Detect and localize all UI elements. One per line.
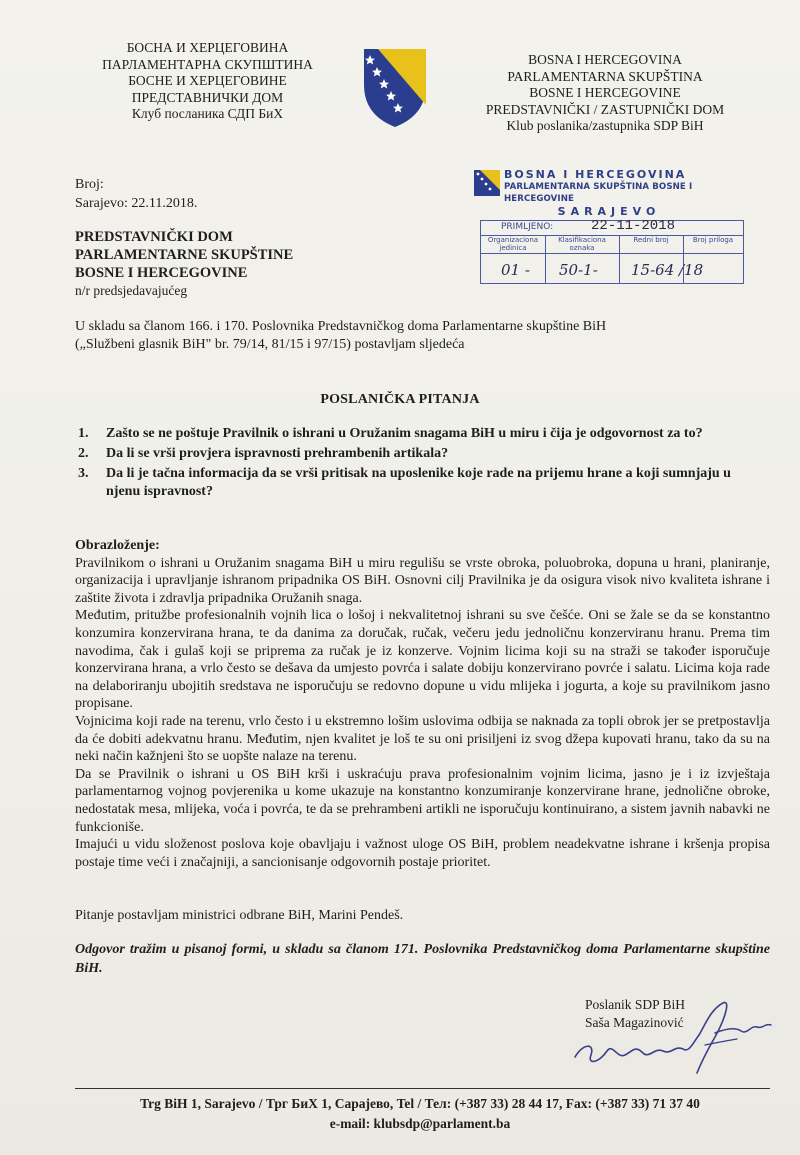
- document-meta: [75, 175, 197, 213]
- header-left-line: ПАРЛАМЕНТАРНА СКУПШТИНА: [102, 56, 313, 72]
- signature-name: Saša Magazinović: [585, 1015, 684, 1030]
- flag-icon: [474, 170, 500, 196]
- question-text: Da li se vrši provjera ispravnosti prehrambenih artikala?: [106, 446, 449, 461]
- list-item: [78, 425, 763, 443]
- stamp-line-2: PARLAMENTARNA SKUPŠTINA BOSNE I HERCEGOVINE: [504, 182, 693, 204]
- closing-line: Pitanje postavljam ministrici odbrane BiH, Marini Pendeš.: [75, 908, 404, 923]
- header-left-line: БОСНА И ХЕРЦЕГОВИНА: [126, 40, 289, 55]
- header-right-line: BOSNA I HERCEGOVINA: [528, 52, 682, 67]
- footer: [60, 1094, 780, 1134]
- addressee-line: PARLAMENTARNE SKUPŠTINE: [75, 247, 294, 263]
- stamp-line-3: SARAJEVO: [557, 205, 661, 218]
- question-number: 2.: [78, 446, 89, 461]
- stamp-col-header: Redni broj: [633, 236, 669, 244]
- header-cyrillic: [75, 40, 340, 123]
- stamp-value: 50-1-: [559, 261, 598, 279]
- header-left-line: БОСНЕ И ХЕРЦЕГОВИНЕ: [128, 73, 287, 88]
- footer-address: Trg BiH 1, Sarajevo / Трг БиХ 1, Сарајево, Tel / Тел: (+387 33) 28 44 17, Fax: (+387 33) 71 37 40: [140, 1096, 700, 1111]
- signature-block: [585, 996, 685, 1032]
- header-right-line: BOSNE I HERCEGOVINE: [529, 85, 681, 100]
- addressee-line: PREDSTAVNIČKI DOM: [75, 229, 233, 245]
- stamp-col-header: Organizaciona jedinica: [487, 236, 539, 252]
- explanation-paragraph: Imajući u vidu složenost poslova koje obavljaju i važnost uloge OS BiH, problem neadekvatne ishrane i kršenja propisa postaje time veći i značajniji, a sancionisanje odgovornih postaje prioritet.: [75, 837, 770, 870]
- stamp-value: 01 -: [501, 261, 530, 279]
- section-title: POSLANIČKA PITANJA: [320, 392, 480, 407]
- explanation-block: [75, 537, 770, 871]
- footer-email: e-mail: klubsdp@parlament.ba: [329, 1116, 511, 1131]
- date-line: Sarajevo: 22.11.2018.: [75, 196, 198, 211]
- stamp-table: [480, 220, 744, 284]
- question-text: Zašto se ne poštuje Pravilnik o ishrani u Oružanim snagama BiH u miru i čija je odgovornost za to?: [106, 426, 703, 441]
- coat-of-arms-icon: [360, 45, 430, 130]
- stamp-col-header: Broj priloga: [692, 236, 734, 244]
- addressee-line: BOSNE I HERCEGOVINE: [75, 265, 248, 281]
- stamp-received-label: PRIMLJENO:: [501, 222, 554, 232]
- intro-paragraph: [75, 318, 765, 354]
- question-number: 1.: [78, 426, 89, 441]
- header-left-line: Клуб посланика СДП БиХ: [131, 106, 284, 121]
- header-right-line: Klub poslanika/zastupnika SDP BiH: [506, 118, 704, 133]
- explanation-paragraph: Vojnicima koji rade na terenu, vrlo često i u ekstremno lošim uslovima odbija se naknada za topli obrok jer se pretpostavlja da će dobiti adekvatnu hranu. Međutim, njen kvalitet je loš te su oni prisiljeni iz svog džepa kupovati hranu, tako da su na neki način kažnjeni što se uopšte nalaze na terenu.: [75, 713, 770, 765]
- registry-stamp: [474, 168, 742, 286]
- explanation-paragraph: Međutim, pritužbe profesionalnih vojnih lica o lošoj i nekvalitetnoj ishrani su sve češće. Oni se žale se da se konstantno konzumira konzervirana hrana, te da danima za doručak, ručak, večeru jedu jednoličnu konzerviranu hranu. Prema tim navodima, čak i gulaš koji se priprema za ručak je iz konzerve. Vojnim licima koji su na straži se također isporučuje konzervirana hrana, a vrlo često se dešava da umjesto povrća i salate dobiju konzervirano povrće i salatu. Licima koja rade na delaboriranju ubojitih sredstava ne isporučuju se redovno dopune u vidu mlijeka i jogurta, a koje su pravilnikom jasno propisane.: [75, 608, 770, 712]
- addressee-attention: n/r predsjedavajućeg: [75, 283, 188, 298]
- header-latin: [455, 52, 755, 135]
- stamp-received-date: 22-11-2018: [591, 218, 676, 234]
- question-text: Da li je tačna informacija da se vrši pritisak na uposlenike koje rade na prijemu hrane a koji sumnjaju u njenu ispravnost?: [106, 466, 731, 499]
- reply-request: Odgovor tražim u pisanoj formi, u skladu sa članom 171. Poslovnika Predstavničkog doma Parlamentarne skupštine BiH.: [75, 942, 770, 976]
- stamp-value: /18: [679, 261, 704, 279]
- stamp-line-1: BOSNA I HERCEGOVINA: [504, 168, 687, 181]
- footer-divider: [75, 1088, 770, 1089]
- stamp-col-header: Klasifikaciona oznaka: [558, 236, 606, 252]
- header-left-line: ПРЕДСТАВНИЧКИ ДОМ: [131, 89, 284, 105]
- intro-line: („Službeni glasnik BiH" br. 79/14, 81/15 i 97/15) postavljam sljedeća: [75, 337, 465, 352]
- signature-title: Poslanik SDP BiH: [585, 997, 686, 1012]
- intro-line: U skladu sa članom 166. i 170. Poslovnika Predstavničkog doma Parlamentarne skupštine BiH: [75, 319, 607, 334]
- explanation-paragraph: Pravilnikom o ishrani u Oružanim snagama BiH u miru regulišu se vrste obroka, poluobroka, dopuna u hrani, planiranje, organizacija i upravljanje ishranom pripadnika OS BiH. Osnovni cilj Pravilnika je da osigura visok nivo kvaliteta ishrane i zaštite života i zdravlja pripadnika Oružanih snaga.: [75, 555, 770, 606]
- explanation-heading: Obrazloženje:: [75, 538, 160, 553]
- questions-list: [78, 425, 763, 503]
- explanation-paragraph: Da se Pravilnik o ishrani u OS BiH krši i uskraćuju prava profesionalnim vojnim licima, jasno je i iz izvještaja parlamentarnog vojnog povjerenika u kome ukazuje na konstantno konzumiranje konzervirane hrane, jednolične obroke, nedostatak mesa, mlijeka, voća i povrća, te da se prehrambeni artikli ne isporučuju kontinuirano, a sistem javnih nabavki ne funkcioniše.: [75, 766, 770, 835]
- header-right-line: PARLAMENTARNA SKUPŠTINA: [507, 68, 703, 84]
- stamp-value: 15-64: [631, 261, 675, 279]
- broj-label: Broj:: [75, 177, 104, 192]
- list-item: [78, 445, 763, 463]
- question-number: 3.: [78, 466, 89, 481]
- addressee-block: [75, 228, 293, 300]
- header-right-line: PREDSTAVNIČKI / ZASTUPNIČKI DOM: [485, 101, 725, 117]
- list-item: [78, 465, 763, 501]
